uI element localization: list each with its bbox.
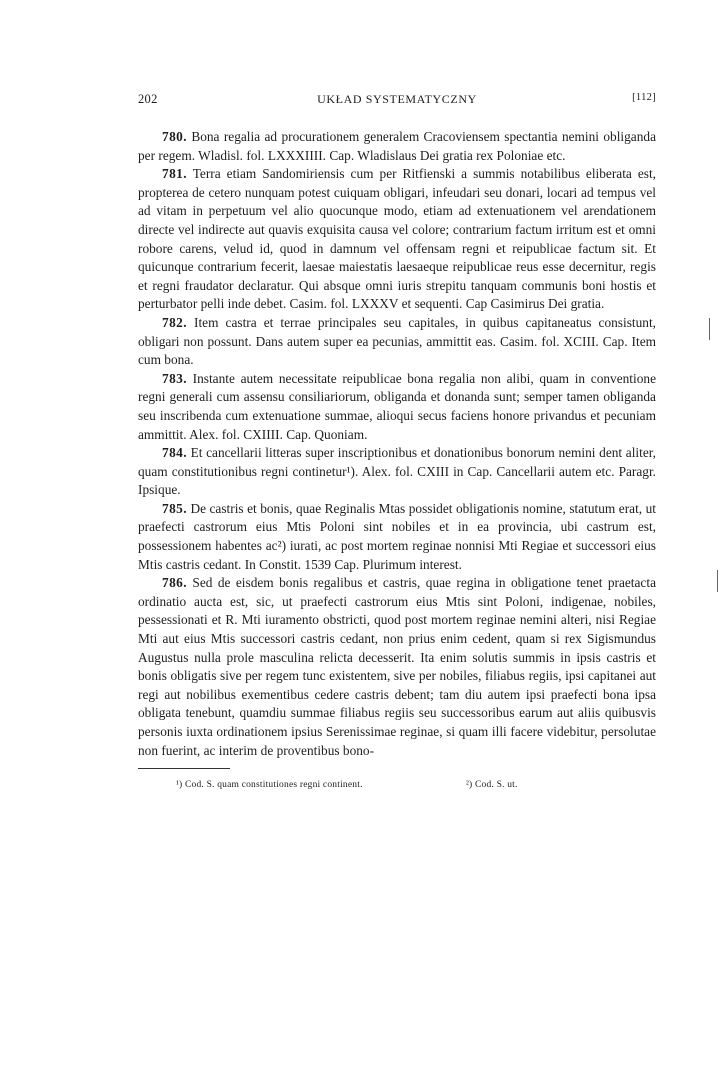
margin-mark [717,570,718,592]
paragraph-784 [138,444,656,500]
paragraph-781 [138,165,656,314]
paragraph-text: Item castra et terrae principales seu capitales, in quibus capitaneatus consistunt, obligari non possunt. Dans autem super ea pecunias, ammittit eas. Casim. fol. XCIII. Cap. Item cum bona. [138,314,656,368]
page [138,92,656,800]
paragraph-text: Bona regalia ad procurationem generalem Cracoviensem spectantia nemini obliganda per regem. Wladisl. fol. LXXXIIII. Cap. Wladislaus Dei gratia rex Poloniae etc. [138,129,656,163]
paragraph-782 [138,314,656,370]
section-number: 784. [162,445,187,461]
paragraph-text: Sed de eisdem bonis regalibus et castris, quae regina in obligatione tenet praetacta ordinatio aucta est, sic, ut praefecti castrorum eius Mtis sint Poloni, indigenae, nobiles, pessessionati et R. Mti iuramento obstricti, quod post mortem reginae nemini alteri, nisi Regiae Mti aut eius Mtis successori castris cedant, non prius enim cedent, quam si rex Sigismundus Augustus nulla prole masculina relicta decesserit. Ita enim solutis summis in ipsis castris et bonis obligatis sive per regem tunc existentem, sive per nobiles, filiabus regiis, ipsi capitanei aut regi aut nobilibus exementibus cedere castris debent; tam diu autem ipsi praefecti bona ipsa obligata tenebunt, quamdiu summae filiabus regiis seu successoribus earum aut aliis quibusvis personis iuxta ordinationem ipsius Serenissimae reginae, si quam illi facere videbitur, persolutae non fuerint, ac interim de proventibus bono- [138,575,656,758]
paragraph-text: Terra etiam Sandomiriensis cum per Ritfienski a summis notabilibus eliberata est, propterea de cetero nunquam potest cuiquam obligari, infeudari seu donari, locari ad tempus vel ad vitam in perpetuum vel alio quocunque modo, etiam ad extenuationem vel arendationem directe vel indirecte aut quavis exquisita causa vel colore; contrarium factum irritum est et omni robore carens, velud id, quod in damnum vel offensam regni et reipublicae factum sit. Et quicunque contrarium fecerit, laesae maiestatis laesaeque reipublicae reus esse decernitur, regis et regni fraudator declaratur. Qui absque omni iuris strepitu tanquam communis boni hostis et perturbator pelli inde debet. Casim. fol. LXXXV et sequenti. Cap Casimirus Dei gratia. [138,166,656,312]
running-title: UKŁAD SYSTEMATYCZNY [317,92,477,106]
folio-number: [112] [632,92,656,103]
paragraph-text: De castris et bonis, quae Reginalis Mtas possidet obligationis nomine, statutum erat, ut praefecti castrorum eius Mtis Poloni sint nobiles et in ea provincia, ubi castrum est, possessionem habentes ac²) iurati, ac post mortem reginae nonnisi Mti Regiae et successori eius Mtis castris cedant. In Constit. 1539 Cap. Plurimum interest. [138,500,656,572]
margin-mark [709,318,710,340]
paragraph-text: Instante autem necessitate reipublicae bona regalia non alibi, quam in conventione regni generali cum assensu consiliariorum, obliganda et donanda sunt; semper tamen obliganda seu inscribenda cum extenuatione summae, alioqui secus faciens honore privandus et pecuniam ammittit. Alex. fol. CXIIII. Cap. Quoniam. [138,370,656,442]
footnote-2: ²) Cod. S. ut. [466,780,518,791]
footnote-1: ¹) Cod. S. quam constitutiones regni continent. [176,780,363,791]
footnote-divider [138,768,230,769]
paragraph-783 [138,370,656,444]
section-number: 783. [162,370,187,386]
paragraph-text: Et cancellarii litteras super inscriptionibus et donationibus bonorum nemini dent aliter, quam constitutionibus regni continetur¹). Alex. fol. CXIII in Cap. Cancellarii autem etc. Paragr. Ipsique. [138,445,656,498]
paragraph-786 [138,574,656,760]
paragraph-780 [138,128,656,165]
main-text [138,128,656,760]
paragraph-785 [138,500,656,574]
section-number: 785. [162,500,187,516]
page-number: 202 [138,92,158,106]
section-number: 786. [162,575,187,591]
section-number: 782. [162,314,187,330]
running-header [138,92,656,114]
section-number: 780. [162,129,187,144]
section-number: 781. [162,166,187,182]
footnotes [138,780,656,800]
